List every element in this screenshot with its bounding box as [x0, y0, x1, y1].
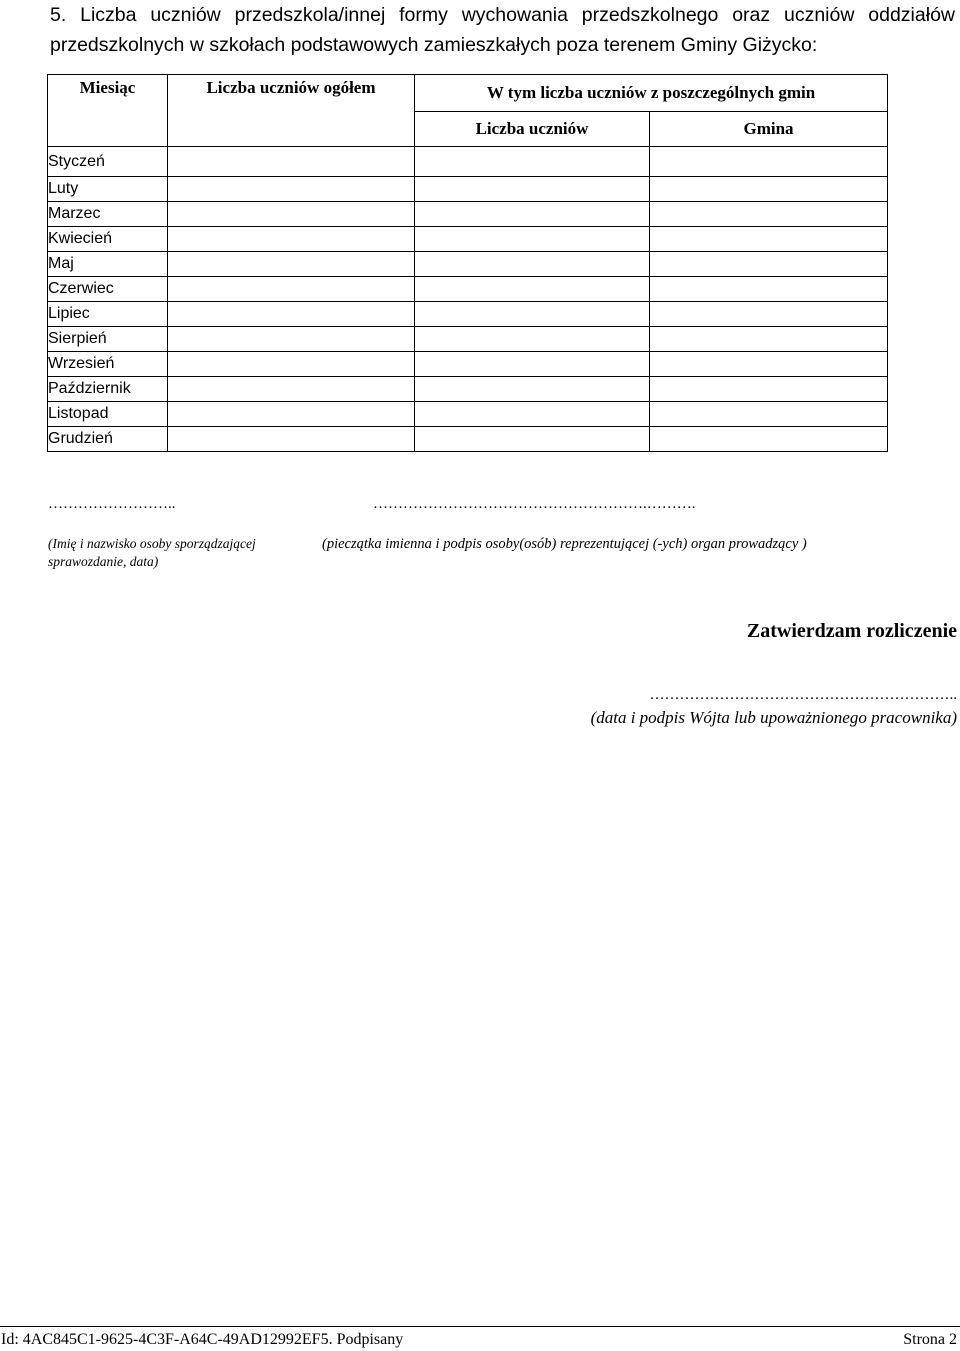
total-cell: [168, 377, 415, 402]
count-cell: [415, 277, 650, 302]
gmina-cell: [650, 327, 888, 352]
total-cell: [168, 227, 415, 252]
count-cell: [415, 302, 650, 327]
header-total: Liczba uczniów ogółem: [168, 75, 415, 147]
total-cell: [168, 277, 415, 302]
count-cell: [415, 177, 650, 202]
total-cell: [168, 352, 415, 377]
page-footer: [0, 1326, 960, 1351]
page-number: Strona 2: [903, 1331, 957, 1348]
table-row: [48, 252, 888, 277]
header-group: W tym liczba uczniów z poszczególnych gmin: [415, 75, 888, 112]
month-cell: Wrzesień: [48, 352, 168, 377]
count-cell: [415, 327, 650, 352]
total-cell: [168, 177, 415, 202]
table-row: [48, 327, 888, 352]
document-id: Id: 4AC845C1-9625-4C3F-A64C-49AD12992EF5. Podpisany: [1, 1331, 404, 1348]
gmina-cell: [650, 227, 888, 252]
gmina-cell: [650, 147, 888, 177]
month-cell: Sierpień: [48, 327, 168, 352]
count-cell: [415, 377, 650, 402]
gmina-cell: [650, 177, 888, 202]
total-cell: [168, 302, 415, 327]
month-cell: Czerwiec: [48, 277, 168, 302]
total-cell: [168, 147, 415, 177]
total-cell: [168, 402, 415, 427]
total-cell: [168, 252, 415, 277]
table-row: [48, 352, 888, 377]
approval-signature-line: ……………………………………………………..: [649, 687, 957, 703]
month-cell: Październik: [48, 377, 168, 402]
month-cell: Maj: [48, 252, 168, 277]
total-cell: [168, 202, 415, 227]
gmina-cell: [650, 427, 888, 452]
month-cell: Kwiecień: [48, 227, 168, 252]
header-student-count: Liczba uczniów: [415, 112, 650, 147]
gmina-cell: [650, 202, 888, 227]
table-row: [48, 277, 888, 302]
total-cell: [168, 327, 415, 352]
count-cell: [415, 427, 650, 452]
gmina-cell: [650, 402, 888, 427]
table-row: [48, 377, 888, 402]
month-cell: Grudzień: [48, 427, 168, 452]
month-cell: Lipiec: [48, 302, 168, 327]
table-row: [48, 177, 888, 202]
table-row: [48, 302, 888, 327]
count-cell: [415, 227, 650, 252]
table-row: [48, 427, 888, 452]
students-table: [47, 74, 888, 452]
signature-line-right: ……………………………………………….……….: [373, 496, 696, 512]
signature-caption-left: (Imię i nazwisko osoby sporządzającej sprawozdanie, data): [48, 536, 256, 569]
table-row: [48, 202, 888, 227]
month-cell: Marzec: [48, 202, 168, 227]
month-cell: Luty: [48, 177, 168, 202]
gmina-cell: [650, 377, 888, 402]
gmina-cell: [650, 277, 888, 302]
month-cell: Listopad: [48, 402, 168, 427]
section-heading: 5. Liczba uczniów przedszkola/innej formy wychowania przedszkolnego oraz uczniów oddziałów przedszkolnych w szkołach podstawowych zamieszkałych poza terenem Gminy Giżycko:: [50, 4, 955, 56]
approval-caption: (data i podpis Wójta lub upoważnionego pracownika): [590, 708, 957, 727]
gmina-cell: [650, 252, 888, 277]
header-gmina: Gmina: [650, 112, 888, 147]
count-cell: [415, 147, 650, 177]
count-cell: [415, 402, 650, 427]
total-cell: [168, 427, 415, 452]
table-row: [48, 227, 888, 252]
count-cell: [415, 252, 650, 277]
count-cell: [415, 202, 650, 227]
table-row: [48, 402, 888, 427]
gmina-cell: [650, 302, 888, 327]
month-cell: Styczeń: [48, 147, 168, 177]
signature-line-left: ……………………..: [48, 496, 176, 512]
header-month: Miesiąc: [48, 75, 168, 147]
table-row: [48, 147, 888, 177]
count-cell: [415, 352, 650, 377]
approval-title: Zatwierdzam rozliczenie: [746, 620, 957, 642]
signature-caption-right: (pieczątka imienna i podpis osoby(osób) reprezentującej (-ych) organ prowadzący ): [322, 536, 807, 552]
gmina-cell: [650, 352, 888, 377]
